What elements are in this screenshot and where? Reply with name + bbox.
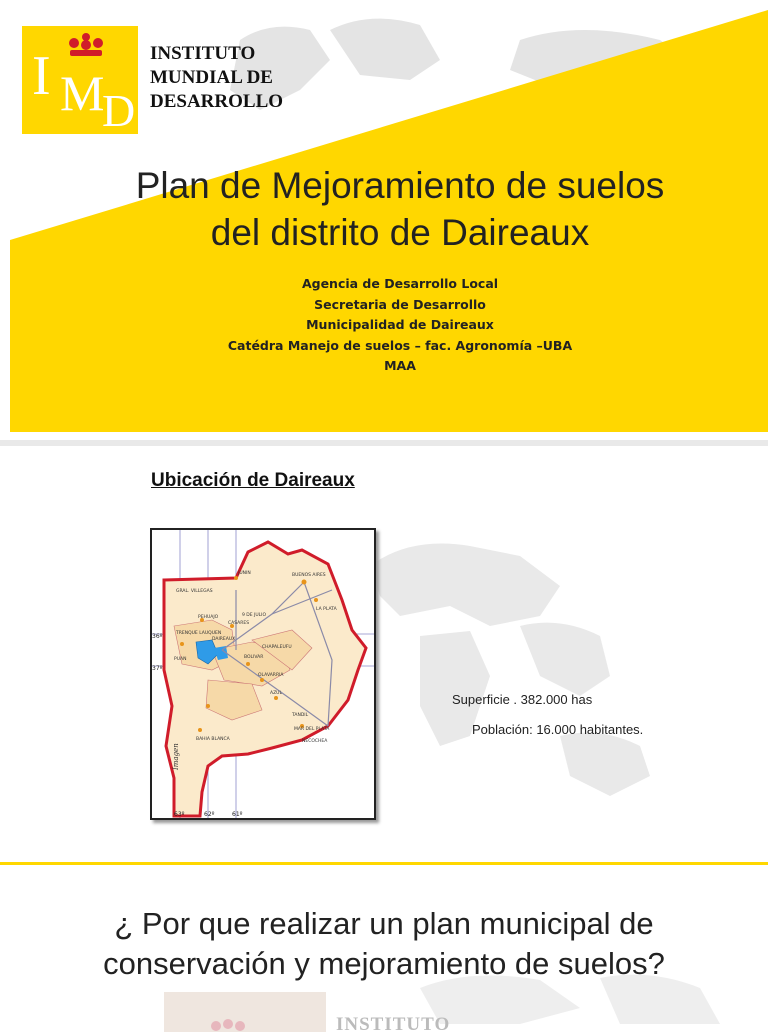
- area-stat: Superficie . 382.000 has: [452, 692, 593, 707]
- town-label: TANDIL: [292, 713, 309, 718]
- town-label: 9 DE JULIO: [242, 613, 267, 618]
- title-line: del distrito de Daireaux: [210, 212, 590, 253]
- town-label: OLAVARRIA: [258, 673, 284, 678]
- population-stat: Población: 16.000 habitantes.: [472, 722, 644, 737]
- crown-icon: [66, 32, 106, 58]
- town-label: PUAN: [174, 657, 187, 662]
- town-label: CHAPALEUFU: [262, 645, 292, 650]
- subtitle-line: Municipalidad de Daireaux: [306, 317, 494, 332]
- faded-institute-name: INSTITUTO: [336, 1014, 451, 1035]
- town-label: AZUL: [270, 691, 282, 696]
- subtitle-line: Catédra Manejo de suelos – fac. Agronomía –UBA: [227, 337, 573, 353]
- title-slide: [0, 0, 768, 440]
- town-label: TRENQUE LAUQUEN: [176, 631, 222, 636]
- town-label: LA PLATA: [316, 607, 337, 612]
- institute-name-line: DESARROLLO: [150, 91, 284, 112]
- institute-name-line: MUNDIAL DE: [150, 67, 273, 88]
- lon-label: 61º: [232, 811, 243, 818]
- question-title: [40, 904, 728, 984]
- question-title-line: conservación y mejoramiento de suelos?: [103, 946, 665, 981]
- logo-letter-d: D: [102, 85, 136, 136]
- subtitle-line: MAA: [384, 358, 416, 373]
- logo-letter-m: M: [60, 65, 105, 121]
- lat-label: 36º: [152, 633, 163, 640]
- title-line: Plan de Mejoramiento de suelos: [135, 165, 665, 206]
- town-label: BAHIA BLANCA: [196, 737, 230, 742]
- town-label: DAIREAUX: [212, 637, 236, 642]
- map-heading: Ubicación de Daireaux: [151, 470, 355, 491]
- map-side-label: Imagen: [172, 743, 180, 770]
- town-label: BUENOS AIRES: [292, 573, 326, 578]
- crown-icon: [208, 1016, 248, 1032]
- slide-title: [60, 162, 740, 256]
- town-label: BOLIVAR: [244, 655, 264, 660]
- institute-name: [150, 42, 283, 114]
- town-label: NECOCHEA: [302, 739, 328, 744]
- world-map-watermark: [0, 446, 768, 862]
- imd-logo: [22, 26, 138, 134]
- location-slide: [0, 446, 768, 862]
- subtitle-line: Secretaria de Desarrollo: [314, 296, 486, 312]
- slide-subtitle: [80, 274, 720, 377]
- faded-logo: [164, 992, 326, 1032]
- yellow-divider-line: [0, 862, 768, 865]
- province-map: [150, 528, 376, 820]
- subtitle-line: Agencia de Desarrollo Local: [301, 276, 499, 291]
- logo-letter-i: I: [32, 45, 51, 107]
- buenos-aires-map: [152, 530, 374, 818]
- lon-label: 63º: [174, 811, 185, 818]
- town-label: JUNIN: [238, 571, 251, 576]
- lat-label: 37º: [152, 665, 163, 672]
- institute-name-line: INSTITUTO: [150, 43, 256, 64]
- question-title-line: ¿ Por que realizar un plan municipal de: [114, 906, 654, 941]
- question-slide: [0, 868, 768, 1035]
- town-label: CASARES: [228, 621, 250, 626]
- town-label: MAR DEL PLATA: [294, 727, 330, 732]
- town-label: PEHUAJO: [198, 615, 219, 620]
- lon-label: 62º: [204, 811, 215, 818]
- town-label: GRAL. VILLEGAS: [176, 589, 213, 594]
